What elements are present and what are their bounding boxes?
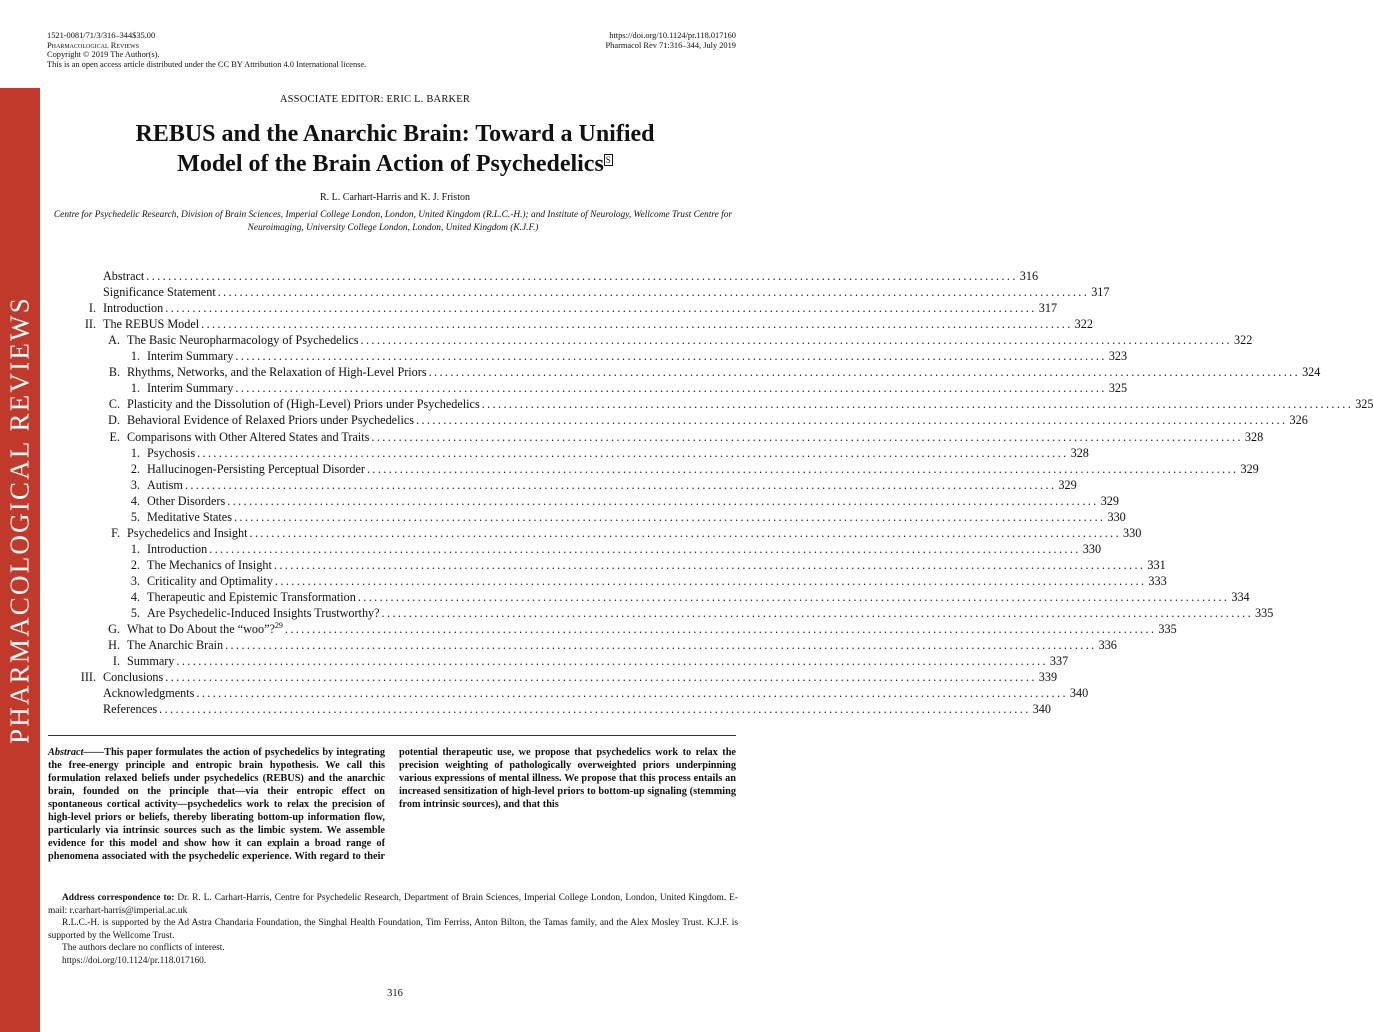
toc-entry-line (103, 300, 1058, 316)
toc-entry-title-text: References (103, 702, 158, 717)
toc-leader-dots: ................................................................................................................................................................ (201, 317, 1073, 332)
toc-leader-dots: ................................................................................................................................................................ (274, 573, 1147, 588)
toc-leader-dots: ................................................................................................................................................................ (196, 686, 1068, 701)
toc-entry-title-text: Therapeutic and Epistemic Transformation (147, 590, 356, 604)
toc-entry-title (127, 653, 174, 669)
toc-entry-title (147, 461, 365, 477)
toc-entry-number: C. (108, 397, 120, 412)
toc-entry[interactable] (0, 300, 1058, 316)
toc-entry-line (147, 573, 1167, 589)
correspondence-address (48, 892, 738, 917)
abstract-text: This paper formulates the action of psychedelics by integrating the free-energy principle and entropic brain hypothesis. We call this formulation relaxed beliefs under psychedelics (REBUS) and the anarchic brain, founded on the principle that—via their entropic effect on spontaneous cortical activity—psychedelics work to relax the precision of high-level priors or beliefs, thereby liberating bottom-up information flow, particularly via intrinsic sources such as the limbic system. We assemble evidence for this model and show how it can explain a broad range of phenomena associated with the psychedelic experience. With regard to their potential therapeutic use, we propose that psychedelics work to relax the precision weighting of pathologically overweighted priors underpinning various expressions of mental illness. We propose that this process entails an increased sensitization of high-level priors to bottom-up signaling (stemming from intrinsic sources), and that this (48, 747, 736, 862)
toc-entry-title (147, 541, 207, 557)
toc-entry-title (103, 284, 216, 300)
toc-entry-line (147, 445, 1089, 461)
section-divider (48, 735, 736, 736)
toc-entry-title-text: Meditative States (147, 509, 232, 524)
toc-leader-dots: ................................................................................................................................................................ (233, 509, 1106, 524)
toc-entry-page: 329 (1240, 461, 1259, 476)
toc-entry-line (103, 268, 1039, 284)
toc-entry-line (127, 332, 1253, 348)
toc-entry[interactable] (0, 541, 1102, 557)
toc-entry-number: 4. (130, 590, 140, 604)
toc-entry-title-text: Introduction (103, 301, 164, 316)
toc-footnote-ref: 29 (274, 621, 283, 631)
correspondence-text: Dr. R. L. Carhart-Harris, Centre for Psychedelic Research, Department of Brain Sciences, Imperial College London, London, United Kingdom. E-mail: r.carhart-harris@imperial.ac.uk (48, 893, 738, 916)
toc-entry-line (103, 284, 1110, 300)
toc-entry-line (147, 380, 1128, 396)
toc-leader-dots: ................................................................................................................................................................ (176, 654, 1048, 669)
toc-entry-page: 329 (1058, 477, 1077, 492)
toc-entry-title-text: Abstract (103, 269, 145, 283)
toc-entry-title (103, 685, 194, 701)
toc-entry-title (127, 396, 480, 412)
article-title (0, 119, 790, 179)
toc-leader-dots: ................................................................................................................................................................ (381, 606, 1254, 621)
toc-entry-title (103, 268, 144, 284)
toc-entry-line (103, 685, 1089, 701)
toc-entry-title (147, 445, 195, 461)
toc-leader-dots: ................................................................................................................................................................ (165, 670, 1037, 685)
license-line: This is an open access article distributed under the CC BY Attribution 4.0 International license. (47, 59, 367, 69)
toc-entry-line (127, 412, 1308, 428)
toc-entry-page: 328 (1244, 429, 1264, 444)
title-line-2-text: Model of the Brain Action of Psychedelics (177, 151, 604, 177)
toc-leader-dots: ................................................................................................................................................................ (357, 590, 1230, 604)
toc-leader-dots: ................................................................................................................................................................ (428, 365, 1301, 380)
author-list: R. L. Carhart-Harris and K. J. Friston (320, 192, 470, 203)
abstract-label: Abstract (48, 747, 84, 758)
toc-entry[interactable] (0, 573, 1167, 589)
toc-entry-number: III. (80, 670, 96, 685)
toc-leader-dots: ................................................................................................................................................................ (159, 702, 1031, 717)
toc-entry-page: 326 (1289, 413, 1308, 428)
toc-entry-page: 333 (1148, 573, 1167, 588)
toc-entry-line (147, 605, 1274, 621)
toc-entry-line (127, 621, 1177, 637)
issn-line: 1521-0081/71/3/316–344$35.00 (47, 31, 156, 40)
journal-name: Pharmacological Reviews (47, 40, 139, 50)
toc-entry-title (147, 477, 183, 493)
toc-entry[interactable] (0, 429, 1264, 445)
citation-line: Pharmacol Rev 71:316–344, July 2019 (605, 40, 736, 50)
toc-entry[interactable] (0, 621, 1177, 637)
funding-note: R.L.C.-H. is supported by the Ad Astra Chandaria Foundation, the Singhal Health Foundation, Tim Ferriss, Anton Bilton, the Tamas family, and the Alex Mosley Trust. K.J.F. is supported by the Wellcome Trust. (48, 918, 738, 941)
toc-entry-page: 335 (1158, 622, 1177, 637)
toc-entry-number: 2. (130, 557, 140, 572)
toc-entry-title-text: The Mechanics of Insight (147, 557, 272, 572)
header-left (47, 31, 366, 69)
toc-entry-number: I. (112, 654, 120, 669)
journal-sidebar-label: PHARMACOLOGICAL REVIEWS (4, 296, 35, 744)
toc-entry-page: 340 (1032, 702, 1051, 717)
toc-entry[interactable] (0, 284, 1110, 300)
toc-entry-title-text: Hallucinogen-Persisting Perceptual Disorder (147, 461, 365, 476)
toc-entry-page: 325 (1355, 397, 1373, 412)
toc-entry-title-text: Psychedelics and Insight (127, 525, 248, 540)
toc-leader-dots: ................................................................................................................................................................ (225, 638, 1097, 653)
toc-entry-title-text: Criticality and Optimality (147, 573, 273, 588)
toc-entry-title-text: Plasticity and the Dissolution of (High-Level) Priors under Psychedelics (127, 397, 480, 412)
toc-entry[interactable] (0, 701, 1051, 717)
toc-entry-title-text: Psychosis (147, 445, 196, 460)
toc-entry-page: 339 (1038, 670, 1058, 685)
toc-entry-number: 2. (130, 461, 140, 476)
toc-entry-title-text: The Basic Neuropharmacology of Psychedelics (127, 333, 359, 348)
toc-entry-title (147, 557, 272, 573)
toc-entry-title (127, 332, 359, 348)
toc-entry[interactable] (0, 525, 1142, 541)
toc-entry-title (147, 573, 273, 589)
toc-leader-dots: ................................................................................................................................................................ (197, 445, 1069, 460)
toc-entry-title (147, 348, 233, 364)
toc-entry-line (127, 637, 1117, 653)
toc-entry-title-text: Behavioral Evidence of Relaxed Priors under Psychedelics (127, 413, 414, 428)
toc-leader-dots: ................................................................................................................................................................ (273, 557, 1146, 572)
toc-entry-line (127, 429, 1264, 445)
toc-entry[interactable] (0, 637, 1117, 653)
toc-entry-page: 328 (1070, 445, 1089, 460)
toc-entry-line (147, 557, 1166, 573)
toc-entry-line (147, 477, 1077, 493)
toc-leader-dots: ................................................................................................................................................................ (371, 429, 1243, 444)
toc-entry-page: 331 (1147, 557, 1166, 572)
toc-entry-number: B. (108, 365, 120, 380)
toc-entry[interactable] (0, 268, 1039, 284)
toc-leader-dots: ................................................................................................................................................................ (366, 461, 1239, 476)
toc-entry-title (103, 701, 157, 717)
toc-leader-dots: ................................................................................................................................................................ (416, 413, 1288, 428)
toc-entry-title-text: Significance Statement (103, 285, 216, 300)
toc-entry-number: 1. (130, 541, 140, 556)
abstract-dash: —— (83, 747, 105, 758)
toc-entry-number: E. (109, 429, 120, 444)
correspondence-label: Address correspondence to: (62, 893, 175, 903)
toc-entry-page: 325 (1108, 381, 1128, 396)
toc-entry[interactable] (0, 412, 1308, 428)
toc-entry-title (147, 493, 225, 509)
toc-entry-title (147, 509, 232, 525)
abstract-block (48, 746, 736, 872)
toc-entry[interactable] (0, 669, 1058, 685)
toc-entry-page: 317 (1091, 285, 1110, 300)
toc-entry-number: F. (111, 525, 120, 540)
toc-leader-dots: ................................................................................................................................................................ (217, 285, 1090, 300)
toc-entry-title-text: Summary (127, 654, 175, 669)
toc-entry-line (147, 509, 1126, 525)
toc-entry-title (103, 300, 163, 316)
toc-entry-number: 4. (130, 493, 140, 508)
toc-entry-number: G. (108, 622, 120, 637)
page-number: 316 (387, 988, 403, 999)
toc-entry-line (103, 316, 1093, 332)
toc-entry-page: 336 (1098, 638, 1117, 653)
toc-entry-page: 322 (1234, 333, 1253, 348)
toc-entry-title (127, 412, 414, 428)
header-right (606, 31, 737, 50)
toc-entry-page: 324 (1302, 365, 1321, 380)
toc-leader-dots: ................................................................................................................................................................ (235, 381, 1107, 396)
toc-entry-title-text: Other Disorders (147, 493, 226, 508)
toc-entry-title (127, 621, 283, 637)
toc-entry-number: 1. (130, 381, 140, 396)
toc-leader-dots: ................................................................................................................................................................ (209, 541, 1081, 556)
toc-entry-line (147, 541, 1102, 557)
toc-leader-dots: ................................................................................................................................................................ (227, 493, 1099, 508)
toc-entry-title (103, 669, 163, 685)
toc-entry-title-text: The Anarchic Brain (127, 638, 224, 653)
toc-entry[interactable] (0, 380, 1128, 396)
toc-leader-dots: ................................................................................................................................................................ (235, 349, 1107, 364)
toc-entry[interactable] (0, 348, 1128, 364)
copyright-line: Copyright © 2019 The Author(s). (47, 50, 160, 59)
toc-entry-title-text: Conclusions (103, 670, 164, 685)
toc-entry-line (147, 589, 1250, 605)
toc-entry-title-text: Interim Summary (147, 381, 234, 396)
toc-entry-number: 3. (130, 573, 140, 588)
toc-entry-line (147, 348, 1128, 364)
toc-entry-page: 330 (1123, 525, 1142, 540)
toc-entry-page: 337 (1049, 654, 1069, 669)
toc-entry-page: 329 (1100, 493, 1119, 508)
toc-entry-line (127, 364, 1321, 380)
toc-entry[interactable] (0, 589, 1250, 605)
toc-leader-dots: ................................................................................................................................................................ (184, 477, 1057, 492)
toc-entry-title (127, 429, 369, 445)
toc-entry-line (127, 396, 1373, 412)
toc-entry-line (103, 701, 1051, 717)
toc-entry-page: 330 (1107, 509, 1126, 524)
conflicts-note: The authors declare no conflicts of interest. (62, 943, 225, 953)
toc-entry-title (147, 380, 233, 396)
toc-entry-title-text: Rhythms, Networks, and the Relaxation of High-Level Priors (127, 365, 427, 380)
toc-entry[interactable] (0, 685, 1089, 701)
toc-entry[interactable] (0, 605, 1274, 621)
toc-entry[interactable] (0, 653, 1069, 669)
footnote-doi[interactable]: https://doi.org/10.1124/pr.118.017160. (62, 955, 207, 966)
toc-entry-title-text: What to Do About the “woo”? (127, 622, 275, 637)
toc-entry-page: 322 (1074, 317, 1093, 332)
toc-entry[interactable] (0, 557, 1166, 573)
toc-leader-dots: ................................................................................................................................................................ (165, 301, 1037, 316)
toc-entry-title-text: Are Psychedelic-Induced Insights Trustworthy? (147, 606, 380, 621)
toc-entry-number: 1. (130, 445, 140, 460)
toc-entry-title (147, 605, 380, 621)
associate-editor: ASSOCIATE EDITOR: ERIC L. BARKER (279, 94, 471, 105)
toc-entry-title (127, 637, 223, 653)
toc-entry-title (103, 316, 199, 332)
title-line-2 (0, 149, 790, 179)
toc-entry-line (127, 653, 1069, 669)
toc-entry-page: 317 (1038, 301, 1058, 316)
toc-entry[interactable] (0, 461, 1259, 477)
toc-entry[interactable] (0, 509, 1126, 525)
toc-entry[interactable] (0, 316, 1093, 332)
toc-leader-dots: ................................................................................................................................................................ (249, 525, 1122, 540)
toc-entry-line (147, 461, 1259, 477)
toc-entry-number: 3. (130, 477, 140, 492)
toc-entry-line (103, 669, 1058, 685)
toc-entry-page: 340 (1069, 686, 1089, 701)
toc-entry-title (147, 589, 356, 605)
toc-entry-number: I. (88, 301, 96, 316)
title-line-1: REBUS and the Anarchic Brain: Toward a Unified (135, 121, 655, 147)
toc-entry-number: II. (84, 317, 96, 332)
toc-entry-page: 335 (1255, 606, 1274, 621)
toc-entry[interactable] (0, 396, 1373, 412)
toc-entry-page: 316 (1019, 269, 1039, 283)
toc-entry-title (127, 525, 248, 541)
doi-link[interactable]: https://doi.org/10.1124/pr.118.017160 (609, 31, 736, 40)
toc-entry-number: 5. (130, 606, 140, 621)
toc-entry-line (147, 493, 1119, 509)
toc-entry[interactable] (0, 445, 1089, 461)
toc-entry-number: H. (108, 638, 120, 653)
toc-entry-number: A. (108, 333, 120, 348)
toc-entry-number: D. (108, 413, 120, 428)
affiliation: Centre for Psychedelic Research, Division of Brain Sciences, Imperial College London, London, United Kingdom (R.L.C.-H.); and Institute of Neurology, Wellcome Trust Centre for Neuroimaging, University College London, London, United Kingdom (K.J.F.) (53, 210, 733, 233)
toc-entry[interactable] (0, 364, 1321, 380)
supplement-badge[interactable]: S (605, 155, 611, 165)
toc-entry-line (127, 525, 1142, 541)
toc-entry-title (127, 364, 427, 380)
toc-leader-dots: ................................................................................................................................................................ (481, 397, 1354, 412)
toc-entry-page: 323 (1108, 349, 1128, 364)
toc-entry-number: 5. (130, 509, 140, 524)
toc-entry-title-text: Interim Summary (147, 349, 234, 364)
toc-entry[interactable] (0, 493, 1119, 509)
correspondence-footnote (48, 892, 738, 967)
toc-entry-title-text: Acknowledgments (103, 686, 195, 701)
toc-entry-page: 330 (1082, 541, 1102, 556)
toc-entry-title-text: Introduction (147, 541, 208, 556)
toc-entry-number: 1. (130, 349, 140, 364)
toc-entry-title-text: The REBUS Model (103, 317, 200, 332)
toc-leader-dots: ................................................................................................................................................................ (284, 622, 1157, 637)
toc-leader-dots: ................................................................................................................................................................ (146, 269, 1018, 283)
toc-entry[interactable] (0, 477, 1077, 493)
toc-entry-page: 334 (1231, 590, 1250, 604)
toc-entry-title-text: Comparisons with Other Altered States and Traits (127, 429, 370, 444)
toc-entry[interactable] (0, 332, 1253, 348)
toc-leader-dots: ................................................................................................................................................................ (360, 333, 1232, 348)
toc-entry-title-text: Autism (147, 477, 183, 492)
